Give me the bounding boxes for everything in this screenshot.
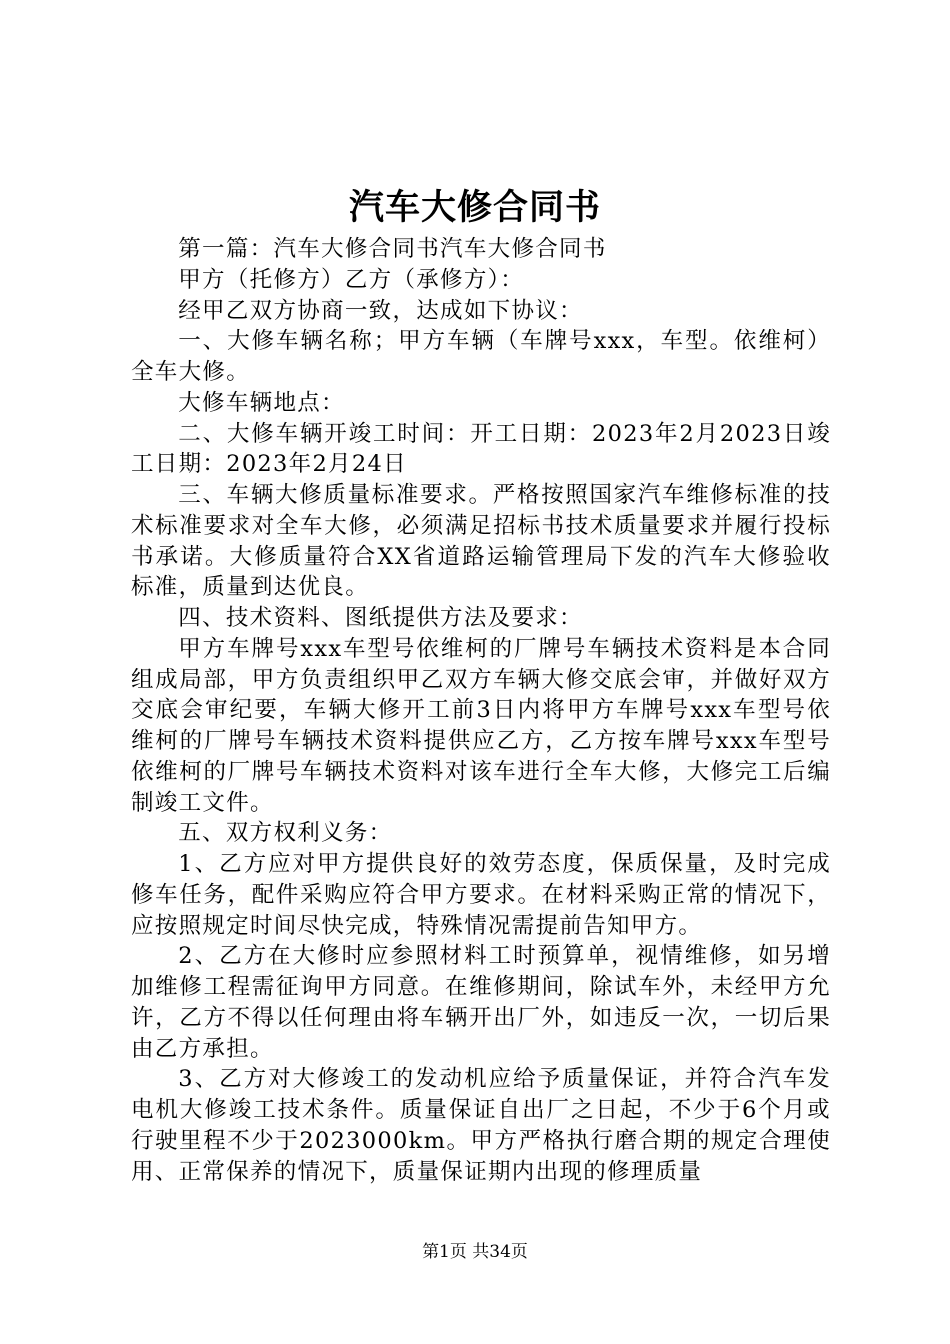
paragraph: 经甲乙双方协商一致，达成如下协议： xyxy=(178,297,583,324)
paragraph: 三、车辆大修质量标准要求。严格按照国家汽车维修标准的技术标准要求对全车大修，必须满足招标书技术质量要求并履行投标书承诺。大修质量符合XX省道路运输管理局下发的汽车大修验收标准，质量到达优良。 xyxy=(131,482,831,601)
paragraph: 3、乙方对大修竣工的发动机应给予质量保证，并符合汽车发电机大修竣工技术条件。质量保证自出厂之日起，不少于6个月或行驶里程不少于2023000km。甲方严格执行磨合期的规定合理使用、正常保养的情况下，质量保证期内出现的修理质量 xyxy=(131,1066,831,1185)
paragraph: 甲方（托修方）乙方（承修方）： xyxy=(178,266,525,293)
paragraph: 甲方车牌号xxx车型号依维柯的厂牌号车辆技术资料是本合同组成局部，甲方负责组织甲乙双方车辆大修交底会审，并做好双方交底会审纪要，车辆大修开工前3日内将甲方车牌号xxx车型号依维柯的厂牌号车辆技术资料提供应乙方，乙方按车牌号xxx车型号依维柯的厂牌号车辆技术资料对该车进行全车大修，大修完工后编制竣工文件。 xyxy=(131,635,831,816)
document-body xyxy=(131,234,831,1187)
document-title: 汽车大修合同书 xyxy=(348,187,601,228)
paragraph: 四、技术资料、图纸提供方法及要求： xyxy=(178,605,583,631)
paragraph: 大修车辆地点： xyxy=(178,389,345,416)
paragraph: 一、大修车辆名称；甲方车辆（车牌号xxx，车型。依维柯）全车大修。 xyxy=(131,328,831,385)
paragraph: 二、大修车辆开竣工时间：开工日期：2023年2月2023日竣工日期：2023年2月24日 xyxy=(131,420,831,478)
page-footer: 第1页 共34页 xyxy=(422,1242,528,1262)
paragraph: 五、双方权利义务： xyxy=(178,820,393,847)
paragraph: 第一篇：汽车大修合同书汽车大修合同书 xyxy=(178,236,607,262)
paragraph: 1、乙方应对甲方提供良好的效劳态度，保质保量，及时完成修车任务，配件采购应符合甲方要求。在材料采购正常的情况下，应按照规定时间尽快完成，特殊情况需提前告知甲方。 xyxy=(131,851,831,939)
paragraph: 2、乙方在大修时应参照材料工时预算单，视情维修，如另增加维修工程需征询甲方同意。在维修期间，除试车外，未经甲方允许，乙方不得以任何理由将车辆开出厂外，如违反一次，一切后果由乙方承担。 xyxy=(131,943,831,1062)
